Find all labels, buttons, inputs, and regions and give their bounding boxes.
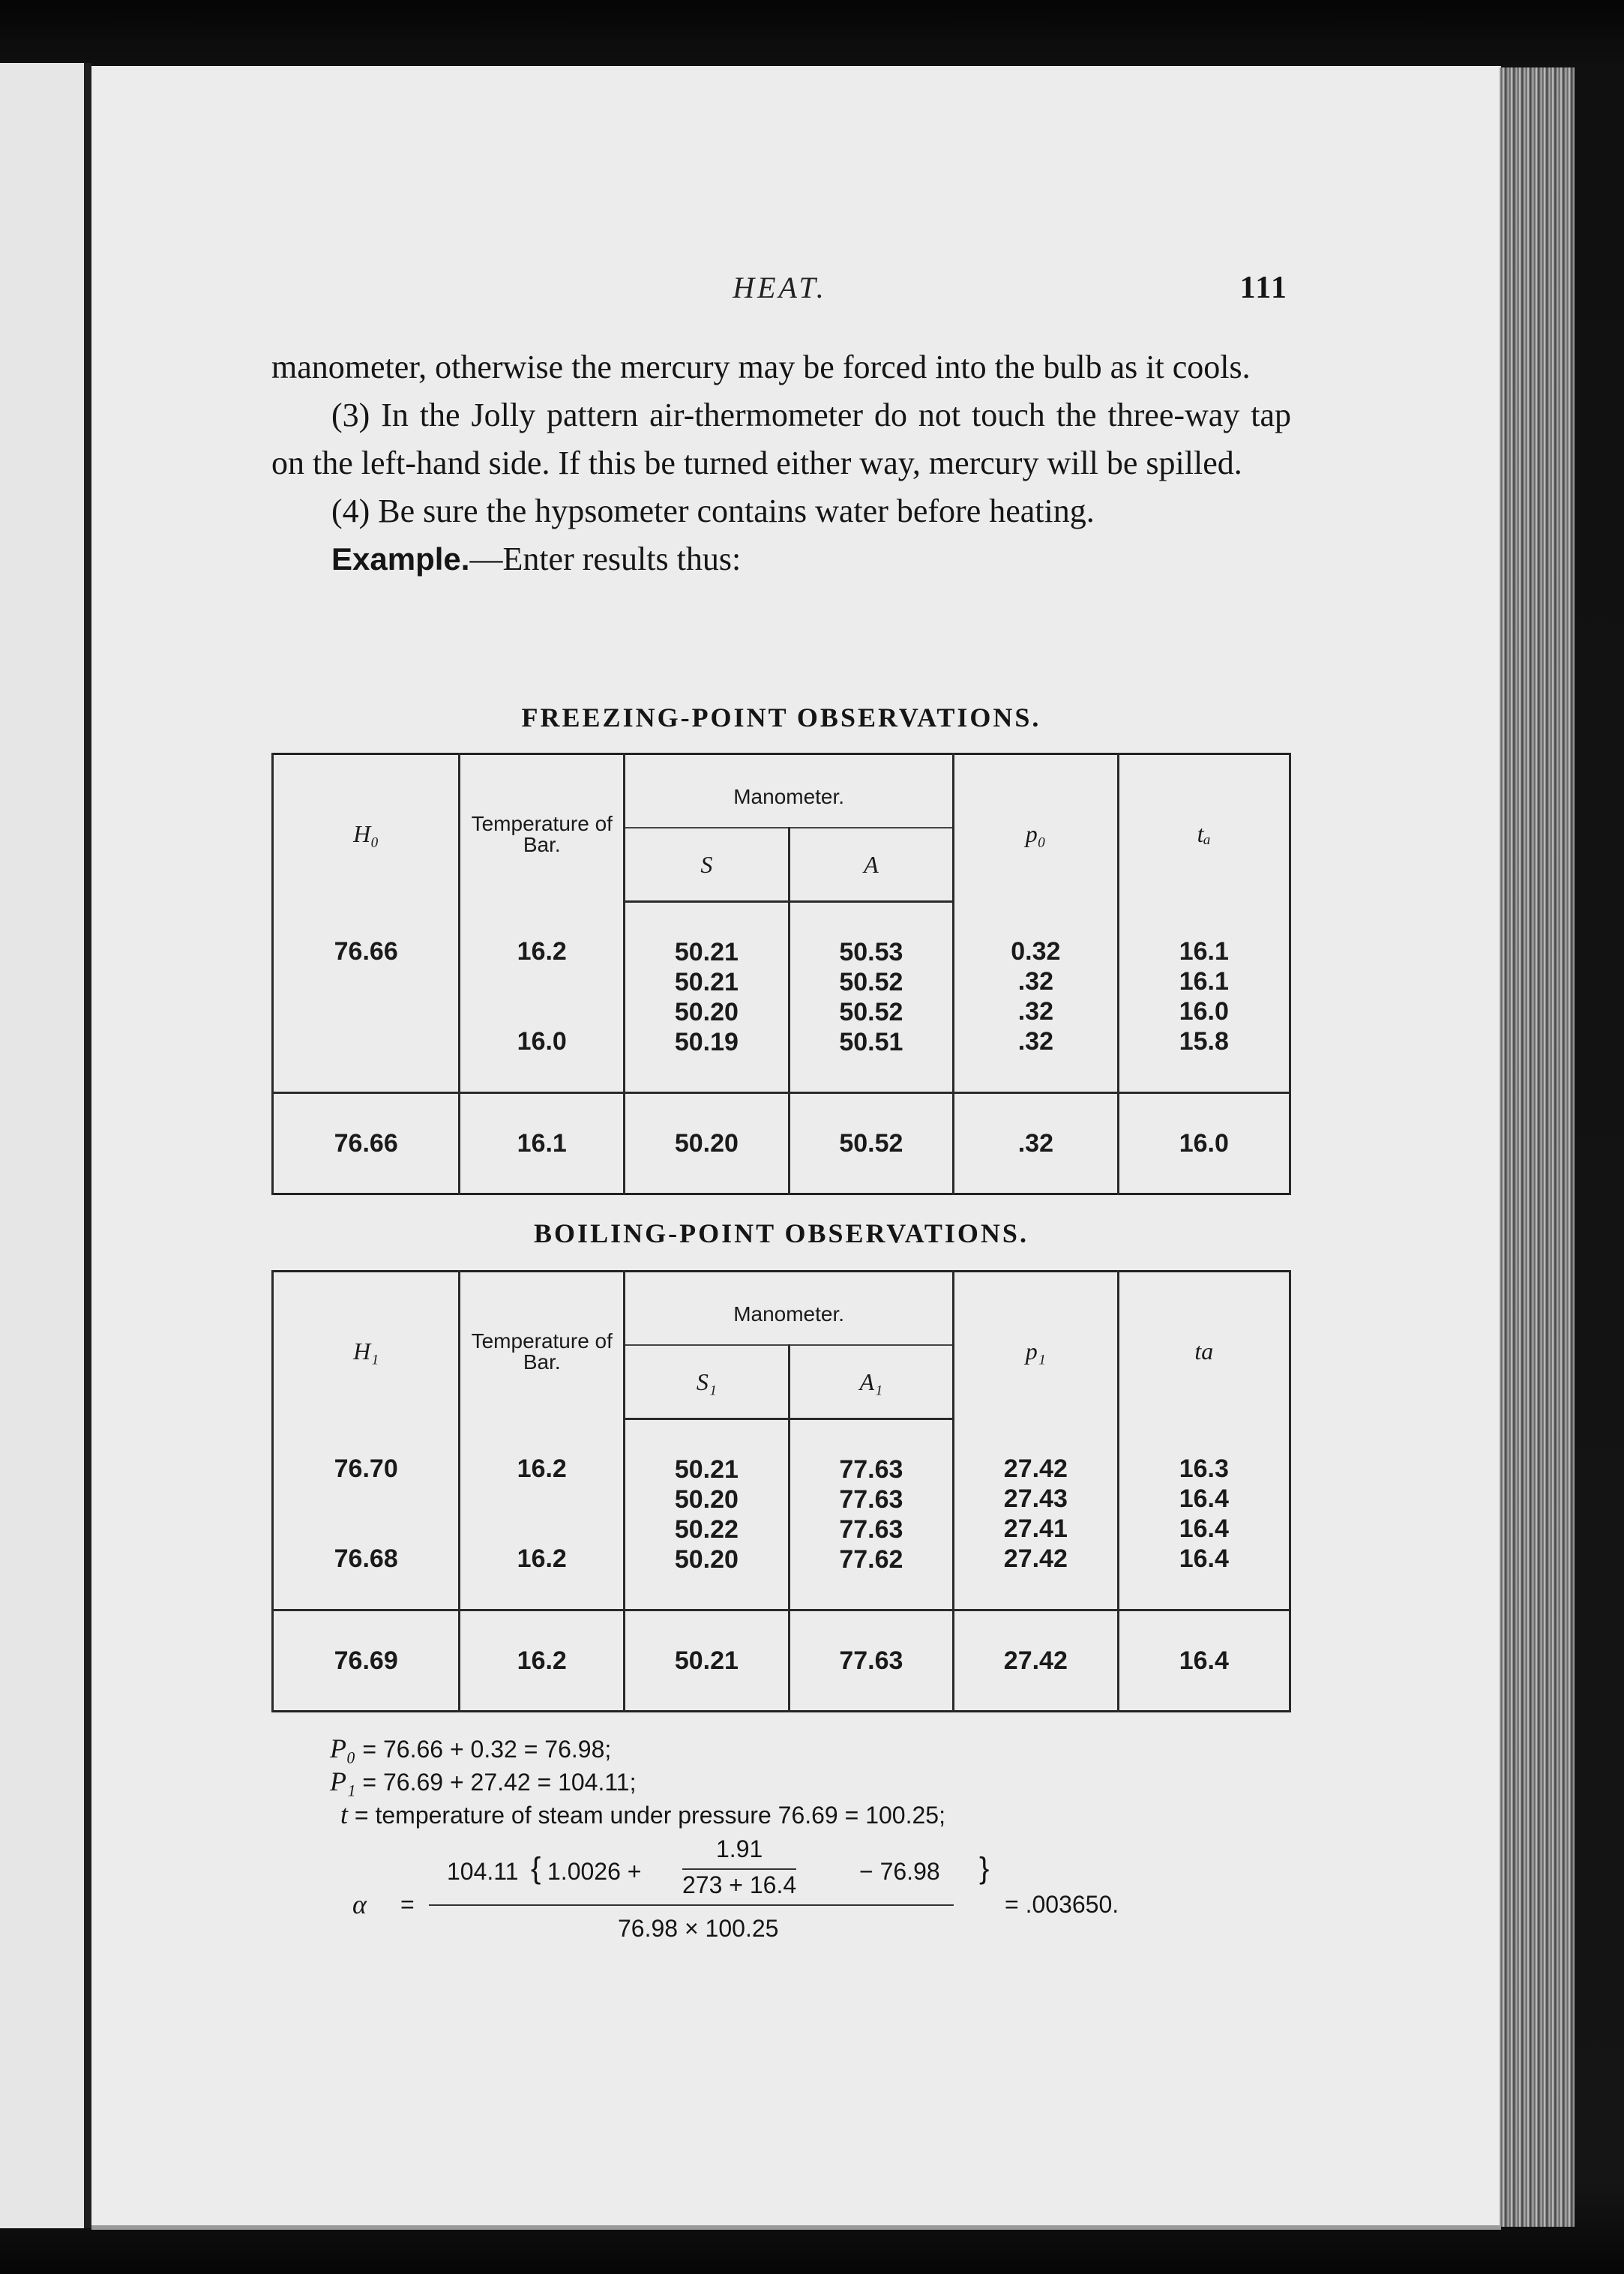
cell: 16.1 [1179, 936, 1229, 966]
fraction-bar [429, 1904, 954, 1906]
alpha-label: α [352, 1889, 367, 1919]
cell: 50.21 [674, 968, 739, 996]
col-header-a: A [789, 828, 954, 902]
paragraph: (3) In the Jolly pattern air-thermometer do not touch the three-way tap on the left-hand side. If this be turned either way, mercury will be spilled. [271, 397, 1291, 481]
cell: 16.2 [517, 1544, 567, 1573]
cell [274, 1026, 458, 1056]
freezing-table [271, 753, 1291, 1195]
cell: 16.0 [1118, 1093, 1290, 1194]
cell: 50.52 [839, 968, 903, 996]
formula-expression: = temperature of steam under pressure 76.69 = 100.25; [354, 1802, 945, 1829]
formula-label: P₁ [330, 1766, 356, 1796]
formula-p0 [330, 1733, 611, 1764]
cell: 50.20 [674, 1545, 739, 1574]
cell [460, 1514, 623, 1544]
cell: 27.41 [1003, 1514, 1068, 1543]
brace-open: { [531, 1852, 541, 1885]
cell: 0.32 [1011, 936, 1061, 966]
formula-label: t [340, 1799, 349, 1829]
cell: 16.0 [517, 1026, 567, 1056]
col-header-temperature: Temperature of Bar. [460, 1272, 625, 1419]
alpha-formula [330, 1835, 1230, 1963]
cell: 27.42 [1003, 1544, 1068, 1573]
formula-p1 [330, 1766, 636, 1797]
cell: 16.4 [1179, 1484, 1229, 1513]
col-header-s: S [625, 828, 790, 902]
cell: 16.4 [1179, 1514, 1229, 1543]
col-header-p0: p₀ [954, 754, 1118, 902]
cell: 50.52 [789, 1093, 954, 1194]
cell: 27.42 [1003, 1454, 1068, 1483]
cell: 77.63 [839, 1485, 903, 1514]
cell [274, 966, 458, 996]
col-header-manometer: Manometer. [625, 1272, 954, 1346]
cell: 77.63 [839, 1455, 903, 1484]
cell: 77.62 [839, 1545, 903, 1574]
cell: 16.3 [1179, 1454, 1229, 1483]
col-header-h1: H₁ [273, 1272, 460, 1419]
freezing-table-title: FREEZING-POINT OBSERVATIONS. [521, 703, 1041, 733]
cell [274, 996, 458, 1026]
denominator: 76.98 × 100.25 [618, 1915, 779, 1942]
cell: 50.53 [839, 938, 903, 966]
col-header-a1: A₁ [789, 1345, 953, 1419]
cell: 50.21 [674, 1455, 739, 1484]
example-label: Example. [331, 541, 470, 577]
cell [460, 996, 623, 1026]
page-number: 111 [1239, 271, 1288, 305]
cell: 16.1 [1179, 966, 1229, 996]
cell: 50.22 [674, 1515, 739, 1544]
col-header-ta: ta [1118, 1272, 1290, 1419]
table-row [273, 1419, 1290, 1610]
table-row [273, 902, 1290, 1093]
cell: 76.68 [334, 1544, 398, 1573]
table-row-mean [273, 1093, 1290, 1194]
boiling-table [271, 1270, 1291, 1712]
cell: 50.21 [625, 1610, 789, 1712]
cell: 50.21 [674, 938, 739, 966]
cell: 16.2 [517, 1454, 567, 1483]
cell: 16.0 [1179, 996, 1229, 1026]
cell: 77.63 [789, 1610, 953, 1712]
cell: .32 [1017, 996, 1053, 1026]
alpha-equals: = [400, 1891, 415, 1918]
col-header-temperature: Temperature of Bar. [460, 754, 625, 902]
cell: .32 [1017, 1026, 1053, 1056]
numerator-left: 104.11 [447, 1858, 519, 1885]
cell: 77.63 [839, 1515, 903, 1544]
paragraph: manometer, otherwise the mercury may be forced into the bulb as it cools. [271, 349, 1251, 385]
cell: 50.20 [674, 998, 739, 1026]
col-header-h0: H₀ [273, 754, 460, 902]
paragraph: (4) Be sure the hypsometer contains water before heating. [331, 493, 1095, 529]
cell: .32 [1017, 966, 1053, 996]
body-text [271, 343, 1291, 583]
cell: 76.69 [273, 1610, 460, 1712]
cell [274, 1484, 458, 1514]
cell: 27.42 [954, 1610, 1118, 1712]
cell: 76.70 [334, 1454, 398, 1483]
cell: 50.51 [839, 1028, 903, 1056]
cell [460, 1484, 623, 1514]
cell: 16.4 [1179, 1544, 1229, 1573]
formula-t [340, 1799, 945, 1830]
facing-page-edge [0, 63, 91, 2228]
inner-fraction-numerator: 1.91 [716, 1835, 763, 1862]
cell: 76.66 [273, 1093, 460, 1194]
formula-label: P₀ [330, 1733, 356, 1763]
numerator-right: − 76.98 [859, 1858, 940, 1885]
formula-expression: = 76.69 + 27.42 = 104.11; [362, 1769, 637, 1796]
cell: 16.2 [517, 936, 567, 966]
cell: .32 [954, 1093, 1118, 1194]
inner-fraction-denominator: 273 + 16.4 [682, 1868, 796, 1900]
cell: 16.2 [460, 1610, 625, 1712]
col-header-manometer: Manometer. [625, 754, 954, 828]
boiling-table-title: BOILING-POINT OBSERVATIONS. [534, 1218, 1029, 1248]
col-header-p1: p₁ [954, 1272, 1118, 1419]
page-edges [1500, 67, 1575, 2227]
numerator-coefficient: 1.0026 + [547, 1858, 642, 1885]
cell: 16.4 [1118, 1610, 1290, 1712]
cell [274, 1514, 458, 1544]
cell: 50.20 [674, 1485, 739, 1514]
running-head [271, 270, 1288, 315]
alpha-result: = .003650. [1005, 1891, 1119, 1918]
example-paragraph [271, 535, 1291, 583]
running-title: HEAT. [733, 271, 827, 304]
cell: 50.52 [839, 998, 903, 1026]
col-header-s1: S₁ [625, 1345, 789, 1419]
example-text: —Enter results thus: [469, 541, 742, 577]
brace-close: } [979, 1852, 990, 1885]
col-header-ta: tₐ [1118, 754, 1290, 902]
cell [460, 966, 623, 996]
cell: 76.66 [334, 936, 398, 966]
cell: 50.20 [625, 1093, 790, 1194]
cell: 15.8 [1179, 1026, 1229, 1056]
cell: 50.19 [674, 1028, 739, 1056]
formula-expression: = 76.66 + 0.32 = 76.98; [362, 1736, 612, 1763]
cell: 16.1 [460, 1093, 625, 1194]
table-row-mean [273, 1610, 1290, 1712]
cell: 27.43 [1003, 1484, 1068, 1513]
